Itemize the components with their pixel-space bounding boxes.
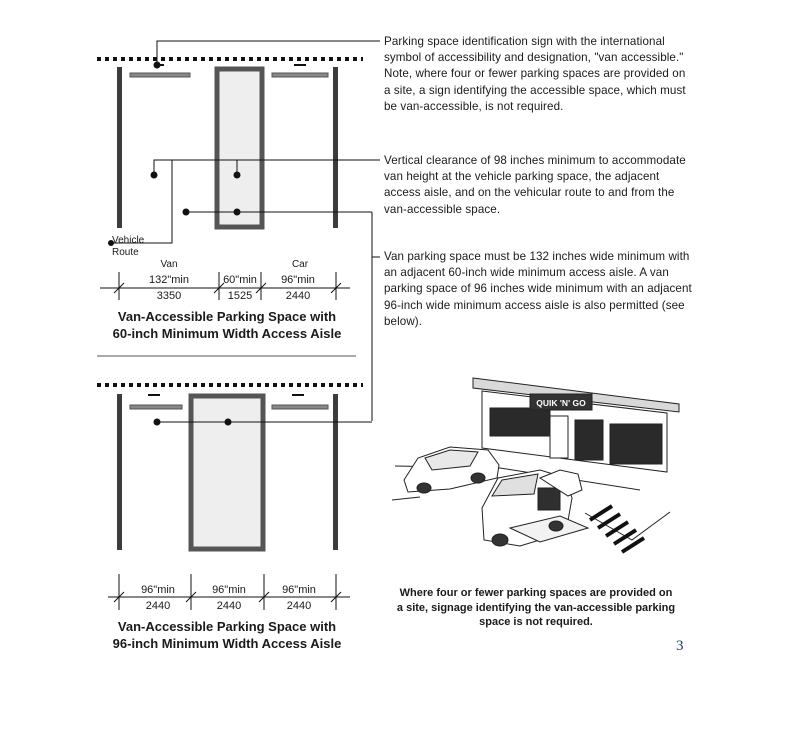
dim-b3-mm: 2440 <box>286 600 312 612</box>
dim-car-mm: 2440 <box>285 290 311 302</box>
illustration-caption: Where four or fewer parking spaces are provided on a site, signage identifying the van-accessible parking space is not required. <box>396 587 676 628</box>
space-label-van: Van <box>160 259 178 270</box>
stripe-right-top <box>333 67 338 228</box>
caption-bottom-line2: 96-inch Minimum Width Access Aisle <box>112 636 342 651</box>
sign-van-bottom <box>130 405 182 409</box>
note-sign: Parking space identification sign with the international symbol of accessibility and designation, "van accessible." Note, where four or fewer parking spaces are provided on a site, a sign identifying the accessible space, which must be van-accessible, is not required. <box>384 35 686 113</box>
dim-b1-in: 96"min <box>141 584 175 596</box>
vehicle-route-label-2: Route <box>112 247 139 258</box>
dim-b1-mm: 2440 <box>145 600 171 612</box>
dim-aisle-in: 60"min <box>223 274 257 286</box>
dim-b3-in: 96"min <box>282 584 316 596</box>
sign-car-bottom <box>272 405 328 409</box>
clearance-leader <box>154 160 380 175</box>
dim-b2-mm: 2440 <box>216 600 242 612</box>
stripe-left-top <box>117 67 122 228</box>
dim-van-mm: 3350 <box>156 290 182 302</box>
note-width: Van parking space must be 132 inches wide minimum with an adjacent 60-inch wide minimum access aisle. A van parking space of 96 inches wide minimum with an adjacent 96-inch wide minimum access aisle is also permitted (see below). <box>384 250 692 328</box>
sign-van-top <box>130 73 190 77</box>
stripe-left-bottom <box>117 394 122 550</box>
page-number: 3 <box>676 638 684 654</box>
caption-top-line2: 60-inch Minimum Width Access Aisle <box>112 326 342 341</box>
vehicle-route-label-1: Vehicle <box>112 235 145 246</box>
store-sign-text: QUIK 'N' GO <box>536 398 586 408</box>
caption-bottom-line1: Van-Accessible Parking Space with <box>117 619 337 634</box>
dim-aisle-mm: 1525 <box>227 290 253 302</box>
caption-top-line1: Van-Accessible Parking Space with <box>117 309 337 324</box>
dim-van-in: 132"min <box>149 274 189 286</box>
space-label-car: Car <box>291 259 309 270</box>
dim-b2-in: 96"min <box>212 584 246 596</box>
note-clearance: Vertical clearance of 98 inches minimum to accommodate van height at the vehicle parking space, the adjacent access aisle, and on the vehicular route to and from the van-accessible space. <box>384 154 686 216</box>
sign-leader <box>157 41 380 65</box>
stripe-right-bottom <box>333 394 338 550</box>
dim-car-in: 96"min <box>281 274 315 286</box>
sign-car-top <box>272 73 328 77</box>
access-aisle-top <box>217 69 262 227</box>
